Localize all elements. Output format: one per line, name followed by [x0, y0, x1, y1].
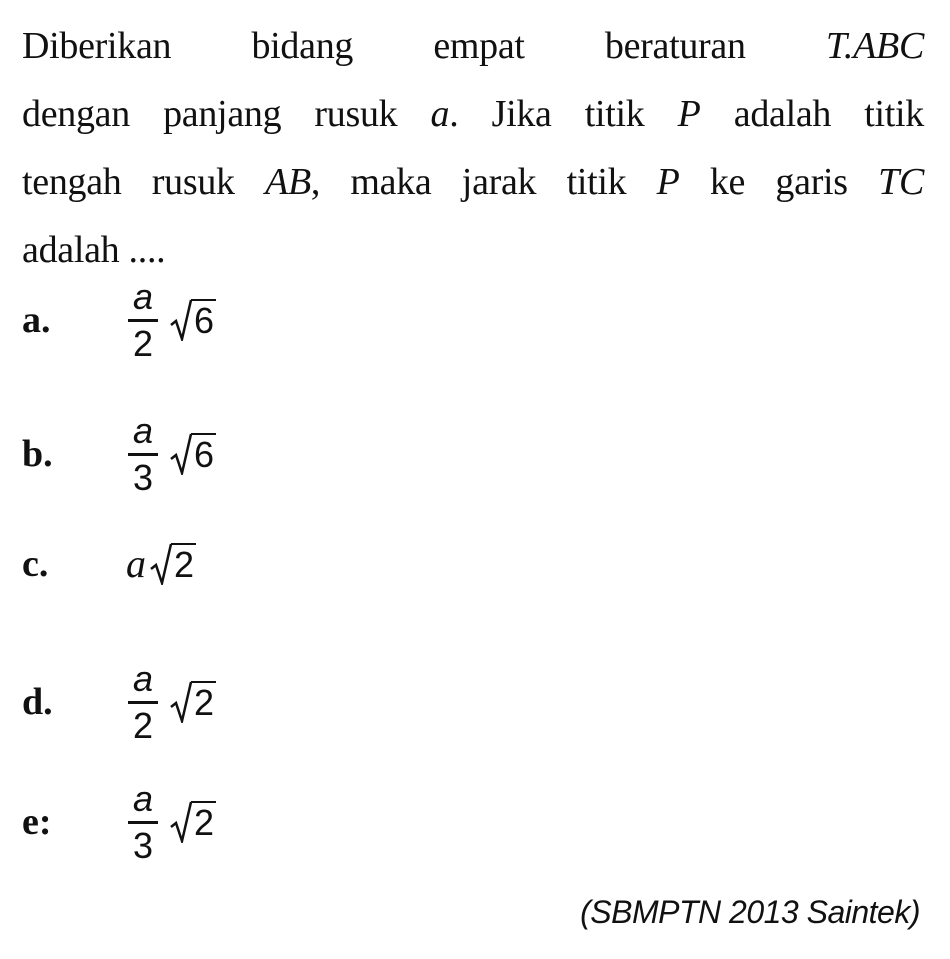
option-letter: b. [22, 433, 53, 475]
option-b[interactable] [22, 412, 622, 512]
radical-sign-icon [170, 681, 192, 723]
square-root: 6 [170, 299, 216, 341]
line-label: TC [878, 161, 924, 203]
fraction: $\frac{a}{2}$ [126, 278, 160, 363]
square-root: 6 [170, 433, 216, 475]
square-root: 2 [170, 681, 216, 723]
radical-sign-icon [150, 543, 172, 585]
question-text [22, 12, 924, 284]
radical-sign-icon [170, 433, 192, 475]
edge-label: AB [265, 161, 311, 203]
fraction: $\frac{a}{3}$ [126, 412, 160, 497]
option-expression [126, 660, 216, 745]
square-root: 2 [170, 801, 216, 843]
option-expression [126, 412, 216, 497]
fraction: $\frac{a}{2}$ [126, 660, 160, 745]
fraction: $\frac{a}{3}$ [126, 780, 160, 865]
point-label: P [656, 161, 680, 203]
option-d[interactable] [22, 660, 622, 760]
radical-sign-icon [170, 299, 192, 341]
square-root: 2 [150, 543, 196, 585]
question-line-2: dengan panjang rusuk a. Jika titik P adalah titik [22, 93, 924, 135]
radical-sign-icon [170, 801, 192, 843]
option-expression [126, 278, 216, 363]
question-line-4: adalah .... [22, 229, 166, 271]
option-letter: d. [22, 681, 53, 723]
option-letter: a. [22, 299, 51, 341]
option-expression [126, 780, 216, 865]
option-c[interactable] [22, 540, 622, 640]
point-label: P [677, 93, 701, 135]
option-expression [126, 540, 196, 587]
source-citation: (SBMPTN 2013 Saintek) [580, 894, 920, 930]
question-line-3: tengah rusuk AB, maka jarak titik P ke garis TC [22, 161, 924, 203]
tetrahedron-label: T.ABC [825, 25, 924, 67]
option-letter: c. [22, 543, 49, 585]
option-a[interactable] [22, 278, 622, 378]
option-e[interactable] [22, 780, 622, 880]
edge-variable: a [430, 93, 450, 135]
coefficient: a [126, 541, 146, 586]
option-letter: e: [22, 801, 52, 843]
question-line-1: Diberikan bidang empat beraturan T.ABC [22, 25, 924, 67]
